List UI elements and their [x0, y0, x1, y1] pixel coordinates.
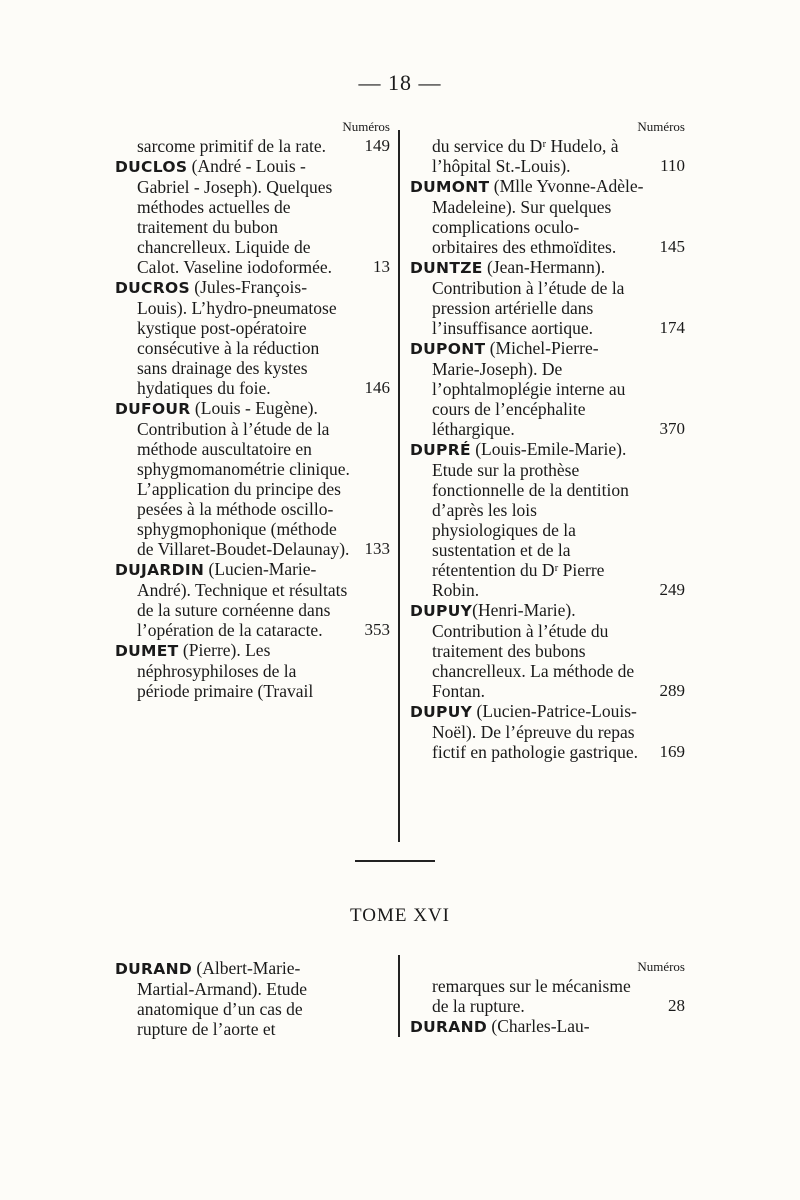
author-name: DUCLOS [115, 158, 188, 176]
index-entry [410, 136, 685, 176]
thesis-number: 169 [659, 742, 685, 761]
thesis-number: 353 [364, 620, 390, 639]
index-entry [115, 277, 390, 398]
lower-right-entries [410, 976, 685, 1037]
author-name: DUNTZE [410, 259, 483, 277]
index-entry [410, 338, 685, 439]
author-name: DUCROS [115, 279, 190, 297]
entry-title: remarques sur le mécanisme de la rupture. [432, 976, 631, 1016]
numeros-header-lower: Numéros [637, 959, 685, 974]
column-divider [398, 130, 400, 842]
index-entry [410, 976, 685, 1016]
entry-title: (Pierre). Les néphrosyphiloses de la période primaire (Travail [137, 640, 314, 701]
author-name: DUFOUR [115, 400, 191, 418]
page-number: — 18 — [358, 70, 442, 95]
left-entries [115, 136, 390, 701]
thesis-number: 13 [373, 257, 390, 276]
entry-title: (Charles-Lau- [487, 1016, 590, 1036]
entry-title: (André - Louis - Gabriel - Joseph). Quelques méthodes actuelles de traitement du bubon chancrelleux. Liquide de Calot. Vaseline iodoformée. [137, 156, 333, 277]
author-name: DUPRÉ [410, 441, 471, 459]
index-entry [115, 640, 390, 701]
index-entry [410, 1016, 685, 1037]
index-entry [115, 559, 390, 640]
entry-title: (Louis-Emile-Marie). Etude sur la prothèse fonctionnelle de la dentition d’après les lois physiologiques de la sustentation et de la rétentention du Dʳ Pierre Robin. [432, 439, 629, 600]
author-name: DUPUY [410, 703, 473, 721]
author-name: DUMET [115, 642, 179, 660]
author-name: DURAND [410, 1018, 488, 1036]
entry-title: (Michel-Pierre-Marie-Joseph). De l’ophtalmoplégie interne au cours de l’encéphalite léthargique. [432, 338, 626, 439]
thesis-number: 133 [364, 539, 390, 558]
index-entry [115, 156, 390, 277]
thesis-number: 249 [659, 580, 685, 599]
entry-title: (Albert-Marie-Martial-Armand). Etude anatomique d’un cas de rupture de l’aorte et [137, 958, 308, 1039]
lower-left-entries [115, 958, 390, 1039]
entry-title: (Jean-Hermann). Contribution à l’étude de la pression artérielle dans l’insuffisance aortique. [432, 257, 625, 338]
entry-title: (Lucien-Patrice-Louis-Noël). De l’épreuve du repas fictif en pathologie gastrique. [432, 701, 639, 762]
author-name: DUPUY [410, 602, 473, 620]
index-entry [410, 176, 685, 257]
thesis-number: 146 [364, 378, 390, 397]
thesis-number: 174 [659, 318, 685, 337]
author-name: DUJARDIN [115, 561, 205, 579]
left-column [115, 118, 390, 701]
thesis-number: 145 [659, 237, 685, 256]
author-name: DUMONT [410, 178, 490, 196]
author-name: DURAND [115, 960, 193, 978]
numeros-header-right: Numéros [637, 119, 685, 134]
section-rule [355, 860, 435, 862]
index-entry [115, 958, 390, 1039]
entry-title: du service du Dʳ Hudelo, à l’hôpital St.-Louis). [432, 136, 619, 176]
lower-column-divider [398, 955, 400, 1037]
tome-heading: TOME XVI [349, 905, 450, 926]
entry-title: (Jules-François-Louis). L’hydro-pneumatose kystique post-opératoire consécutive à la réduction sans drainage des kystes hydatiques du foie. [137, 277, 337, 398]
entry-title: (Mlle Yvonne-Adèle-Madeleine). Sur quelques complications oculo-orbitaires des ethmoïdites. [432, 176, 644, 257]
entry-title: sarcome primitif de la rate. [137, 136, 327, 156]
lower-right-column [410, 958, 685, 1037]
author-name: DUPONT [410, 340, 486, 358]
lower-left-column [115, 958, 390, 1039]
entry-title: (Lucien-Marie-André). Technique et résultats de la suture cornéenne dans l’opération de la cataracte. [137, 559, 348, 640]
index-entry [410, 257, 685, 338]
right-column [410, 118, 685, 762]
index-entry [410, 701, 685, 762]
thesis-number: 149 [364, 136, 390, 155]
right-entries [410, 136, 685, 762]
index-entry [115, 136, 390, 156]
entry-title: (Louis - Eugène). Contribution à l’étude de la méthode auscultatoire en sphygmomanométrie clinique. L’application du principe des pesées à la méthode oscillo-sphygmophonique (méthode de Villaret-Boudet-Delaunay). [137, 398, 350, 559]
index-entry [410, 600, 685, 701]
thesis-number: 370 [659, 419, 685, 438]
numeros-header-left: Numéros [342, 119, 390, 134]
thesis-number: 289 [659, 681, 685, 700]
index-entry [115, 398, 390, 559]
index-entry [410, 439, 685, 600]
thesis-number: 110 [660, 156, 685, 175]
entry-title: (Henri-Marie). Contribution à l’étude du traitement des bubons chancrelleux. La méthode de Fontan. [432, 600, 635, 701]
thesis-number: 28 [668, 996, 685, 1015]
